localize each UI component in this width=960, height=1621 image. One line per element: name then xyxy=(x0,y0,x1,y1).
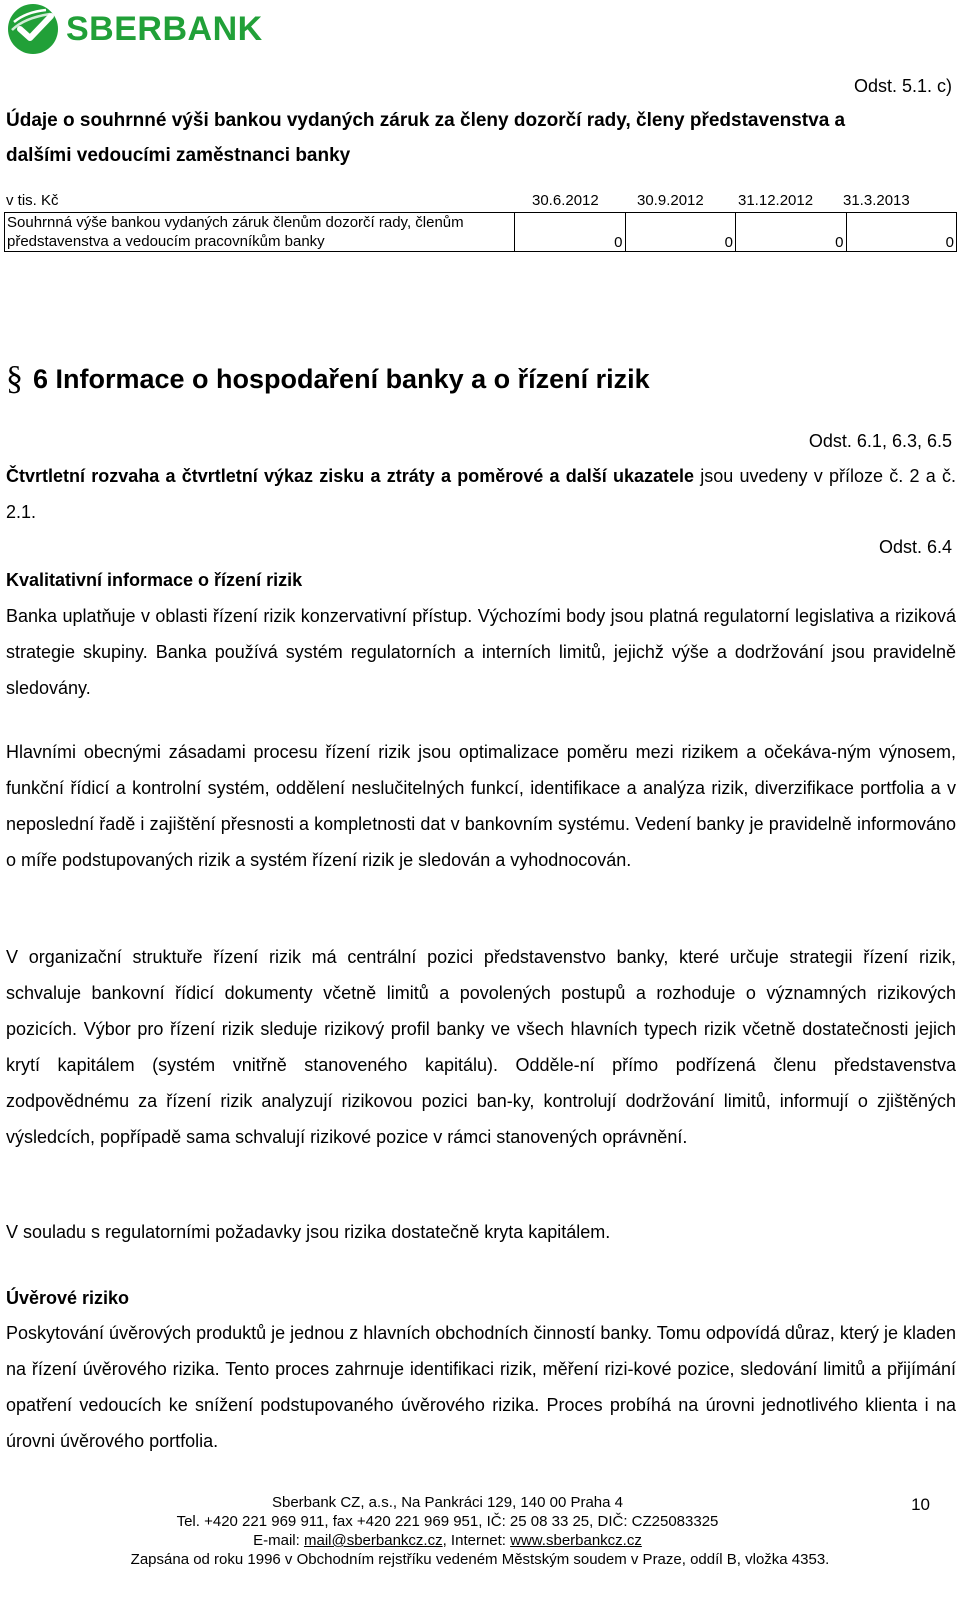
paragraph-5: Poskytování úvěrových produktů je jednou z hlavních obchodních činností banky. Tomu odpovídá důraz, který je kladen na řízení úvěrového rizika. Tento proces zahrnuje identifikaci rizik, měření rizi-kové pozice, sledování limitů a přijímání opatření vedoucích ke snížení podstupovaného úvěrového rizika. Proces probíhá na úrovni jednotlivého klienta i na úrovni úvěrového portfolia. xyxy=(6,1323,956,1451)
unit-label: v tis. Kč xyxy=(6,192,59,209)
footer-email-link[interactable]: mail@sberbankcz.cz xyxy=(303,1532,443,1549)
credit-risk-heading: Úvěrové riziko xyxy=(6,1288,130,1308)
footer-registration: Zapsána od roku 1996 v Obchodním rejstříku vedeném Městským soudem v Praze, oddíl B, vložka 4353. xyxy=(130,1551,830,1568)
logo-text: SBERBANK xyxy=(66,9,263,48)
footer-address: Sberbank CZ, a.s., Na Pankráci 129, 140 00 Praha 4 xyxy=(271,1494,624,1511)
footer-internet-label: , Internet: xyxy=(442,1532,511,1549)
guarantees-title-line1: Údaje o souhrnné výši bankou vydaných záruk za členy dozorčí rady, členy představenstva a xyxy=(6,110,846,131)
row-value-1: 0 xyxy=(515,213,626,252)
paragraph-2: Hlavními obecnými zásadami procesu řízení rizik jsou optimalizace poměru mezi rizikem a očekáva-ným výnosem, funkční řídicí a kontrolní systém, oddělení neslučitelných funkcí, identifikace a analýza rizik, diverzifikace portfolia a v neposlední řadě i zajištění přesnosti a kompletnosti dat v bankovním systému. Vedení banky je pravidelně informováno o míře podstupovaných rizik a systém řízení rizik je sledován a vyhodnocován. xyxy=(6,742,956,870)
qualitative-heading: Kvalitativní informace o řízení rizik xyxy=(6,570,303,590)
page-number: 10 xyxy=(911,1495,930,1514)
reference-6-4: Odst. 6.4 xyxy=(878,537,952,557)
row-label-line2: představenstva a vedoucím pracovníkům banky xyxy=(7,233,325,250)
section-sign: § xyxy=(6,360,23,397)
footer-email-label: E-mail: xyxy=(253,1532,304,1549)
section-6-title: 6 Informace o hospodaření banky a o řízení rizik xyxy=(33,363,650,394)
footer-email-web xyxy=(0,1531,895,1550)
reference-5-1-c: Odst. 5.1. c) xyxy=(853,76,952,96)
row-label xyxy=(5,213,515,252)
guarantees-table xyxy=(4,212,957,252)
column-header-4: 31.3.2013 xyxy=(843,192,910,209)
row-value-3: 0 xyxy=(736,213,847,252)
column-header-1: 30.6.2012 xyxy=(532,192,599,209)
guarantees-title-line2: dalšími vedoucími zaměstnanci banky xyxy=(6,145,351,166)
sberbank-logo-icon xyxy=(6,2,60,56)
footer-web-link[interactable]: www.sberbankcz.cz xyxy=(510,1532,642,1549)
paragraph-3: V organizační struktuře řízení rizik má centrální pozici představenstvo banky, které určuje strategii řízení rizik, schvaluje bankovní řídicí dokumenty včetně limitů a povolených postupů a rozhoduje o významných rizikových pozicích. Výbor pro řízení rizik sleduje rizikový profil banky ve všech hlavních typech rizik včetně dostatečnosti jejich krytí kapitálem (systém vnitřně stanoveného kapitálu). Odděle-ní přímo podřízená členu představenstva zodpovědnému za řízení rizik analyzují rizikovou pozici ban-ky, kontrolují dodržování limitů, informují o zjištěných výsledcích, popřípadě sama schvalují rizikové pozice v rámci stanovených oprávnění. xyxy=(6,947,956,1147)
row-value-4: 0 xyxy=(846,213,957,252)
table-row xyxy=(5,213,957,252)
quarterly-statements-rest: jsou uvedeny v příloze č. 2 a č. 2.1. xyxy=(6,466,956,522)
column-header-2: 30.9.2012 xyxy=(637,192,704,209)
row-label-line1: Souhrnná výše bankou vydaných záruk členům dozorčí rady, členům xyxy=(7,214,464,231)
row-value-2: 0 xyxy=(625,213,736,252)
sberbank-logo xyxy=(6,2,263,56)
quarterly-statements-bold: Čtvrtletní rozvaha a čtvrtletní výkaz zisku a ztráty a poměrové a další ukazatele xyxy=(6,466,695,486)
quarterly-statements-paragraph xyxy=(6,458,956,530)
paragraph-4: V souladu s regulatorními požadavky jsou rizika dostatečně kryta kapitálem. xyxy=(6,1222,611,1242)
section-6-heading xyxy=(6,360,650,398)
paragraph-1: Banka uplatňuje v oblasti řízení rizik konzervativní přístup. Výchozími body jsou platná regulatorní legislativa a riziková strategie skupiny. Banka používá systém regulatorních a interních limitů, jejichž výše a dodržování jsou pravidelně sledovány. xyxy=(6,606,956,698)
footer-contacts: Tel. +420 221 969 911, fax +420 221 969 951, IČ: 25 08 33 25, DIČ: CZ25083325 xyxy=(176,1513,719,1530)
column-header-3: 31.12.2012 xyxy=(738,192,814,209)
reference-6-1: Odst. 6.1, 6.3, 6.5 xyxy=(808,431,952,451)
